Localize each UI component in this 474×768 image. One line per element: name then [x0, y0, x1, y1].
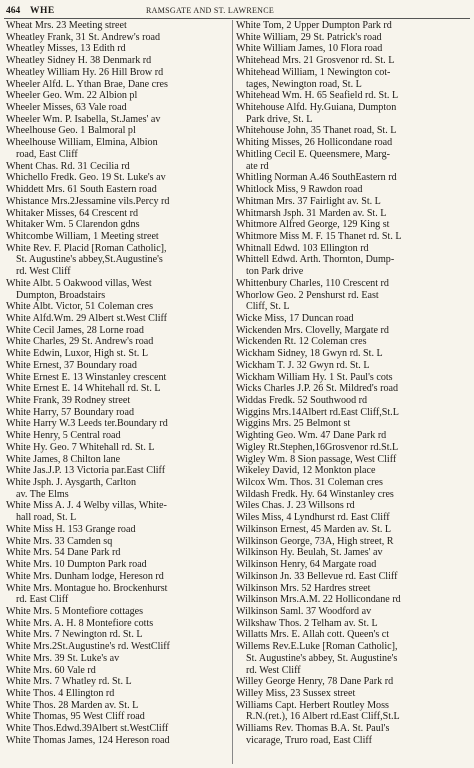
directory-entry-line: ate rd — [246, 160, 269, 172]
directory-entry-line: White Edwin, Luxor, High st. St. L — [6, 348, 149, 360]
directory-entry-line: Wilkinson Ernest, 45 Marden av. St. L — [236, 523, 392, 535]
directory-entry-line: White Albt. Victor, 51 Coleman cres — [6, 301, 154, 313]
directory-entry-line: Whitcombe William, 1 Meeting street — [6, 230, 159, 242]
directory-entry-line: Wilkinson Hy. Beulah, St. James' av — [236, 547, 383, 559]
directory-entry-line: Whitnall Edwd. 103 Ellington rd — [236, 242, 369, 254]
page-title: RAMSGATE AND ST. LAWRENCE — [146, 6, 275, 15]
directory-entry-line: White Thos. 4 Ellington rd — [6, 687, 115, 699]
directory-entry-line: White Rev. F. Placid [Roman Catholic], — [6, 242, 167, 254]
directory-entry-line: Wiggins Mrs.14Albert rd.East Cliff,St.L — [236, 406, 399, 418]
directory-entry-line: Williams Rev. Thomas B.A. St. Paul's — [236, 723, 390, 735]
directory-entry-line: Whitaker Wm. 5 Clarendon gdns — [6, 219, 140, 231]
directory-entry-line: Whitehead Mrs. 21 Grosvenor rd. St. L — [236, 55, 395, 67]
right-column — [236, 20, 470, 764]
directory-entry-line: Wilkshaw Thos. 2 Telham av. St. L — [236, 617, 378, 629]
directory-entry-line: White William, 29 St. Patrick's road — [236, 31, 382, 43]
directory-entry-line: White Charles, 29 St. Andrew's road — [6, 336, 154, 348]
running-head-key: WHE — [30, 6, 55, 16]
directory-entry-line: White Mrs. 10 Dumpton Park road — [6, 559, 147, 571]
directory-entry-line: Wigley Wm. 8 Sion passage, West Cliff — [236, 453, 397, 465]
directory-entry-line: White Ernest, 37 Boundary road — [6, 359, 137, 371]
directory-entry-line: White William James, 10 Flora road — [236, 43, 383, 55]
directory-entry-line: White Frank, 39 Rodney street — [6, 395, 131, 406]
directory-entry-line: St. Augustine's abbey, St. Augustine's — [246, 652, 398, 664]
directory-entry-line: Wheelhouse William, Elmina, Albion — [6, 137, 158, 149]
directory-entry-line: vicarage, Truro road, East Cliff — [246, 734, 372, 746]
directory-entry-line: Whiting Misses, 26 Hollicondane road — [236, 137, 393, 149]
directory-entry-line: White Ernest E. 13 Winstanley crescent — [6, 371, 167, 383]
header-rule — [4, 18, 470, 19]
directory-entry-line: White Mrs. 7 Whatley rd. St. L — [6, 676, 132, 688]
directory-entry-line: White Harry, 57 Boundary road — [6, 406, 134, 418]
directory-entry-line: Widdas Fredk. 52 Southwood rd — [236, 395, 368, 406]
directory-entry-line: Wilkinson Saml. 37 Woodford av — [236, 605, 372, 617]
directory-entry-line: White Mrs. Montague ho. Brockenhurst — [6, 582, 168, 594]
directory-entry-line: Wheatley Sidney H. 38 Denmark rd — [6, 55, 152, 67]
directory-entry-line: White Henry, 5 Central road — [6, 430, 121, 442]
directory-entry-line: Park drive, St. L — [246, 113, 313, 125]
directory-entry-line: Wheeler Geo. Wm. 22 Albion pl — [6, 90, 138, 102]
directory-entry-line: White Cecil James, 28 Lorne road — [6, 324, 144, 336]
directory-entry-line: Wiles Chas. J. 23 Willsons rd — [236, 500, 355, 512]
directory-entry-line: Wikeley David, 12 Monkton place — [236, 465, 376, 477]
directory-entry-line: White Hy. Geo. 7 Whitehall rd. St. L — [6, 441, 155, 453]
directory-entry-line: White Mrs. Dunham lodge, Hereson rd — [6, 570, 164, 582]
directory-entry-line: Willey Miss, 23 Sussex street — [236, 687, 356, 699]
directory-entry-line: White Mrs. 54 Dane Park rd — [6, 547, 121, 559]
directory-entry-line: Wilkinson George, 73A, High street, R — [236, 535, 394, 547]
directory-entry-line: Wheeler Wm. P. Isabella, St.James' av — [6, 113, 161, 125]
directory-entry-line: Wheelhouse Geo. 1 Balmoral pl — [6, 125, 136, 137]
directory-entry-line: Dumpton, Broadstairs — [16, 289, 106, 301]
directory-entry-line: rd. East Cliff — [16, 594, 69, 606]
directory-entry-line: Whitling Norman A.46 SouthEastern rd — [236, 172, 397, 184]
directory-entry-line: Whittenbury Charles, 110 Crescent rd — [236, 277, 389, 289]
directory-entry-line: White Mrs.2St.Augustine's rd. WestCliff — [6, 641, 170, 653]
directory-entry-line: Wighting Geo. Wm. 47 Dane Park rd — [236, 430, 387, 442]
directory-entry-line: Wickham T. J. 32 Gwyn rd. St. L — [236, 359, 370, 371]
directory-entry-line: White Thos.Edwd.39Albert st.WestCliff — [6, 723, 169, 735]
directory-entry-line: White Mrs. 39 St. Luke's av — [6, 652, 120, 664]
directory-entry-line: road, East Cliff — [16, 148, 78, 160]
directory-entry-line: rd. West Cliff — [16, 266, 71, 278]
directory-entry-line: White Mrs. 5 Montefiore cottages — [6, 605, 144, 617]
directory-entry-line: Wickenden Rt. 12 Coleman cres — [236, 336, 367, 348]
directory-entry-line: Whitehouse Alfd. Hy.Guiana, Dumpton — [236, 102, 397, 114]
directory-entry-line: Whitaker Misses, 64 Crescent rd — [6, 207, 139, 219]
directory-entry-line: Whistance Mrs.2Jessamine vils.Percy rd — [6, 195, 170, 207]
directory-entry-line: White Mrs. 7 Newington rd. St. L — [6, 629, 143, 641]
directory-entry-line: White Mrs. 33 Camden sq — [6, 535, 113, 547]
directory-entry-line: Wilcox Wm. Thos. 31 Coleman cres — [236, 477, 383, 489]
directory-entry-line: Wilkinson Jn. 33 Bellevue rd. East Cliff — [236, 570, 398, 582]
directory-entry-line: Wheatley Misses, 13 Edith rd — [6, 43, 126, 55]
directory-entry-line: Wiggins Mrs. 25 Belmont st — [236, 418, 351, 430]
directory-entry-line: Whitehead Wm. H. 65 Seafield rd. St. L — [236, 90, 399, 102]
directory-entry-line: Wheeler Alfd. L. Ythan Brae, Dane cres — [6, 78, 168, 90]
directory-entry-line: Willems Rev.E.Luke [Roman Catholic], — [236, 641, 398, 653]
directory-entry-line: Wilkinson Mrs. 52 Hardres street — [236, 582, 371, 594]
directory-entry-line: Wiles Miss, 4 Lyndhurst rd. East Cliff — [236, 512, 390, 524]
directory-entry-line: ton Park drive — [246, 266, 304, 278]
directory-entry-line: Whitmore Miss M. F. 15 Thanet rd. St. L — [236, 230, 402, 242]
directory-entry-line: Wheat Mrs. 23 Meeting street — [6, 20, 127, 31]
directory-entry-line: Wigley Rt.Stephen,16Grosvenor rd.St.L — [236, 441, 399, 453]
directory-entry-line: Whitmarsh Jsph. 31 Marden av. St. L — [236, 207, 387, 219]
directory-entry-line: Whitling Cecil E. Queensmere, Marg- — [236, 148, 390, 160]
directory-entry-line: Williams Capt. Herbert Routley Moss — [236, 699, 389, 711]
directory-entry-line: White Thos. 28 Marden av. St. L — [6, 699, 139, 711]
directory-entry-line: White Jas.J.P. 13 Victoria par.East Cliff — [6, 465, 166, 477]
directory-entry-line: Cliff, St. L — [246, 301, 290, 313]
directory-entry-line: White Tom, 2 Upper Dumpton Park rd — [236, 20, 392, 31]
directory-entry-line: tages, Newington road, St. L — [246, 78, 362, 90]
page-header — [6, 4, 468, 18]
directory-entry-line: av. The Elms — [16, 488, 69, 500]
directory-entry-line: White Alfd.Wm. 29 Albert st.West Cliff — [6, 312, 168, 324]
directory-entry-line: Whitman Mrs. 37 Fairlight av. St. L — [236, 195, 381, 207]
directory-entry-line: Willatts Mrs. E. Allah cott. Queen's ct — [236, 629, 390, 641]
directory-entry-line: Whitlock Miss, 9 Rawdon road — [236, 184, 363, 196]
directory-entry-line: hall road, St. L — [16, 512, 77, 524]
directory-entry-line: White Miss A. J. 4 Welby villas, White- — [6, 500, 167, 512]
directory-entry-line: White Thomas James, 124 Hereson road — [6, 734, 170, 746]
directory-entry-line: Wheatley William Hy. 26 Hill Brow rd — [6, 66, 164, 78]
directory-entry-line: White Mrs. 60 Vale rd — [6, 664, 96, 676]
directory-entry-line: Whorlow Geo. 2 Penshurst rd. East — [236, 289, 379, 301]
directory-entry-line: Willey George Henry, 78 Dane Park rd — [236, 676, 394, 688]
directory-entry-line: Wilkinson Mrs.A.M. 22 Hollicondane rd — [236, 594, 401, 606]
directory-entry-line: Whent Chas. Rd. 31 Cecilia rd — [6, 160, 130, 172]
directory-entry-line: Whitmore Alfred George, 129 King st — [236, 219, 390, 231]
directory-entry-line: White Thomas, 95 West Cliff road — [6, 711, 145, 723]
directory-entry-line: Whitehead William, 1 Newington cot- — [236, 66, 391, 78]
directory-entry-line: White Ernest E. 14 Whitehall rd. St. L — [6, 383, 161, 395]
directory-entry-line: rd. West Cliff — [246, 664, 301, 676]
left-column — [6, 20, 230, 764]
directory-entry-line: Wicke Miss, 17 Duncan road — [236, 312, 354, 324]
directory-entry-line: R.N.(ret.), 16 Albert rd.East Cliff,St.L — [246, 711, 400, 723]
page-number: 464 — [6, 6, 21, 16]
directory-entry-line: Wildash Fredk. Hy. 64 Winstanley cres — [236, 488, 394, 500]
column-divider — [232, 20, 233, 764]
directory-entry-line: White Jsph. J. Aysgarth, Carlton — [6, 477, 137, 489]
directory-entry-line: White Mrs. A. H. 8 Montefiore cotts — [6, 617, 154, 629]
directory-entry-line: Whiddett Mrs. 61 South Eastern road — [6, 184, 157, 196]
directory-entry-line: St. Augustine's abbey,St.Augustine's — [16, 254, 163, 266]
directory-entry-line: Wickham Sidney, 18 Gwyn rd. St. L — [236, 348, 383, 360]
directory-entry-line: White Harry W.3 Leeds ter.Boundary rd — [6, 418, 168, 430]
directory-entry-line: Wickenden Mrs. Clovelly, Margate rd — [236, 324, 389, 336]
directory-entry-line: Whittell Edwd. Arth. Thornton, Dump- — [236, 254, 395, 266]
directory-entry-line: Whitehouse John, 35 Thanet road, St. L — [236, 125, 397, 137]
directory-entry-line: White James, 8 Chilton lane — [6, 453, 121, 465]
directory-entry-line: White Albt. 5 Oakwood villas, West — [6, 277, 152, 289]
directory-entry-line: White Miss H. 153 Grange road — [6, 523, 136, 535]
directory-entry-line: Wheeler Misses, 63 Vale road — [6, 102, 127, 114]
directory-entry-line: Wilkinson Henry, 64 Margate road — [236, 559, 377, 571]
directory-entry-line: Wickham William Hy. 1 St. Paul's cots — [236, 371, 393, 383]
directory-entry-line: Wicks Charles J.P. 26 St. Mildred's road — [236, 383, 399, 395]
directory-entry-line: Wheatley Frank, 31 St. Andrew's road — [6, 31, 161, 43]
directory-entry-line: Whichello Fredk. Geo. 19 St. Luke's av — [6, 172, 166, 184]
